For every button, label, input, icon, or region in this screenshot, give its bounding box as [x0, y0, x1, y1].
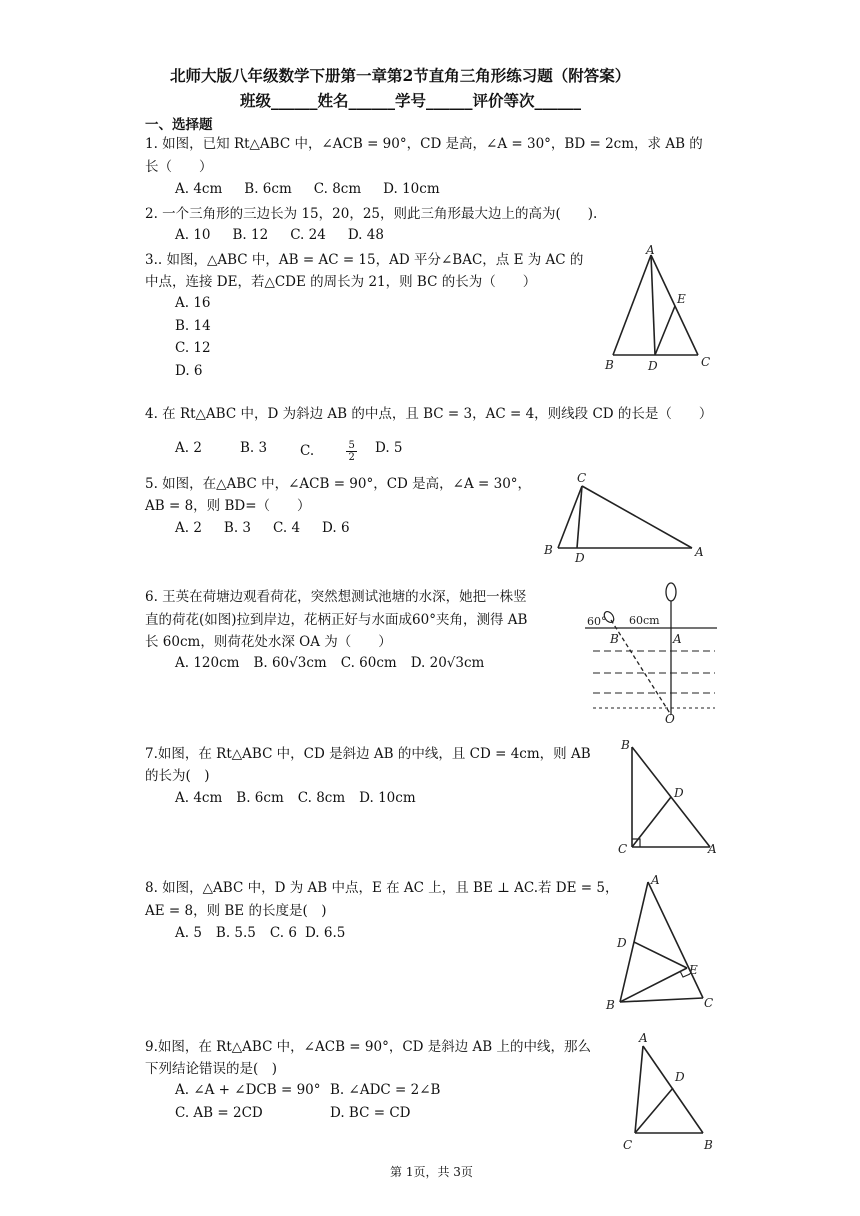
option-a[interactable]: A. 2 [175, 520, 202, 536]
fraction-denominator: 2 [348, 452, 355, 463]
option-b[interactable]: B. 6cm [244, 181, 292, 197]
option-a[interactable]: A. 10 [175, 227, 211, 243]
option-c[interactable]: C. 8cm [313, 181, 362, 197]
figure-q6 [585, 580, 720, 725]
option-c[interactable]: C. 24 [290, 227, 326, 243]
option-d[interactable]: D. 10cm [383, 181, 440, 197]
option-d[interactable]: D. 20√3cm [410, 655, 485, 671]
question-text: 4. 在 Rt△ABC 中，D 为斜边 AB 的中点，且 BC = 3，AC = 4，则线段 CD 的长是（ ） [145, 406, 713, 422]
label-b: B [606, 998, 615, 1012]
question-text: 7.如图，在 Rt△ABC 中，CD 是斜边 AB 的中线，且 CD = 4cm，则 AB [145, 746, 591, 762]
label-b: B [544, 543, 553, 557]
page-title: 北师大版八年级数学下册第一章第2节直角三角形练习题（附答案） [170, 66, 631, 85]
option-d[interactable]: D. BC = CD [330, 1105, 411, 1121]
question-text: 的长为( ) [145, 768, 210, 784]
question-text: 直的荷花(如图)拉到岸边，花柄正好与水面成60°夹角，测得 AB [145, 612, 528, 628]
question-text: 长 60cm，则荷花处水深 OA 为（ ） [145, 634, 392, 650]
figure-q5 [540, 468, 710, 568]
label-e: E [689, 963, 698, 977]
option-b[interactable]: B. 14 [175, 318, 211, 334]
question-text: 下列结论错误的是( ) [145, 1061, 278, 1077]
option-b[interactable]: B. 60√3cm [253, 655, 327, 671]
question-text: 6. 王英在荷塘边观看荷花，突然想测试池塘的水深，她把一株竖 [145, 589, 527, 605]
fraction-numerator: 5 [348, 440, 355, 451]
option-a[interactable]: A. 4cm [175, 181, 223, 197]
question-text: 8. 如图，△ABC 中，D 为 AB 中点，E 在 AC 上，且 BE ⊥ AC.若 DE = 5， [145, 880, 619, 896]
question-text: AE = 8，则 BE 的长度是( ) [145, 903, 327, 919]
options-row [175, 181, 462, 197]
label-d: D [575, 551, 585, 565]
question-text: 9.如图，在 Rt△ABC 中，∠ACB = 90°，CD 是斜边 AB 上的中线，那么 [145, 1039, 592, 1055]
option-c[interactable]: C. 60cm [340, 655, 397, 671]
question-text: 1. 如图，已知 Rt△ABC 中，∠ACB = 90°，CD 是高，∠A = 30°，BD = 2cm，求 AB 的 [145, 136, 703, 152]
fraction [346, 440, 378, 463]
option-c[interactable]: C. 8cm [297, 790, 346, 806]
label-c: C [704, 996, 714, 1010]
label-b: B [704, 1138, 713, 1152]
label-a: A [639, 1031, 648, 1045]
option-d[interactable]: D. 6 [322, 520, 350, 536]
option-b[interactable]: B. 6cm [236, 790, 284, 806]
label-b: B [605, 358, 614, 372]
option-c-label: C. [300, 443, 315, 459]
option-b[interactable]: B. ∠ADC = 2∠B [330, 1082, 441, 1098]
figure-q8 [600, 870, 725, 1015]
label-a: A [646, 243, 655, 257]
page-footer: 第 1页，共 3页 [390, 1165, 473, 1179]
option-d[interactable]: D. 6 [175, 363, 203, 379]
label-o: O [665, 712, 675, 725]
option-c[interactable]: C. 12 [175, 340, 211, 356]
label-d: D [674, 786, 684, 800]
option-c[interactable]: C. 4 [273, 520, 301, 536]
options-row [175, 790, 438, 806]
option-a[interactable]: A. 2 [175, 440, 202, 456]
figure-q7 [612, 735, 722, 860]
label-e: E [677, 292, 686, 306]
label-c: C [577, 471, 587, 485]
option-c[interactable]: C. AB = 2CD [175, 1105, 263, 1121]
label-d: D [648, 359, 658, 373]
option-d[interactable]: D. 6.5 [304, 925, 346, 941]
option-d[interactable]: D. 48 [347, 227, 384, 243]
question-text: AB = 8，则 BD=（ ） [145, 498, 311, 514]
label-d: D [617, 936, 627, 950]
options-row [175, 520, 372, 536]
label-c: C [623, 1138, 633, 1152]
figure-q3 [595, 240, 725, 380]
option-b[interactable]: B. 3 [240, 440, 268, 456]
question-text: 5. 如图，在△ABC 中，∠ACB = 90°，CD 是高，∠A = 30°， [145, 476, 532, 492]
label-a: A [651, 873, 660, 887]
option-a[interactable]: A. ∠A + ∠DCB = 90° [175, 1082, 321, 1098]
figure-q9 [615, 1028, 720, 1158]
option-a[interactable]: A. 16 [175, 295, 211, 311]
label-a: A [695, 545, 704, 559]
options-row [175, 227, 406, 243]
option-a[interactable]: A. 4cm [175, 790, 223, 806]
label-b: B [610, 632, 619, 646]
option-c[interactable]: C. 6 [269, 925, 297, 941]
question-text: 2. 一个三角形的三边长为 15，20，25，则此三角形最大边上的高为( ). [145, 206, 598, 222]
question-text: 3.. 如图，△ABC 中，AB = AC = 15，AD 平分∠BAC，点 E 为 AC 的 [145, 252, 584, 268]
option-b[interactable]: B. 5.5 [215, 925, 256, 941]
student-info-line: 班级______姓名______学号______评价等次______ [240, 91, 582, 110]
option-b[interactable]: B. 12 [232, 227, 269, 243]
option-a[interactable]: A. 5 [175, 925, 202, 941]
label-d: D [675, 1070, 685, 1084]
option-a[interactable]: A. 120cm [175, 655, 240, 671]
option-d[interactable]: D. 10cm [359, 790, 416, 806]
question-text: 长（ ） [145, 159, 213, 175]
option-d[interactable]: D. 5 [375, 440, 403, 456]
label-c: C [618, 842, 628, 856]
options-row [175, 655, 506, 671]
label-angle: 60° [587, 615, 607, 628]
question-text: 中点，连接 DE，若△CDE 的周长为 21，则 BC 的长为（ ） [145, 274, 537, 290]
options-row [175, 925, 367, 941]
label-length: 60cm [629, 614, 660, 627]
option-b[interactable]: B. 3 [223, 520, 252, 536]
label-b: B [621, 738, 630, 752]
label-a: A [708, 842, 717, 856]
label-a: A [673, 632, 682, 646]
section-heading: 一、选择题 [145, 117, 213, 133]
label-c: C [701, 355, 711, 369]
